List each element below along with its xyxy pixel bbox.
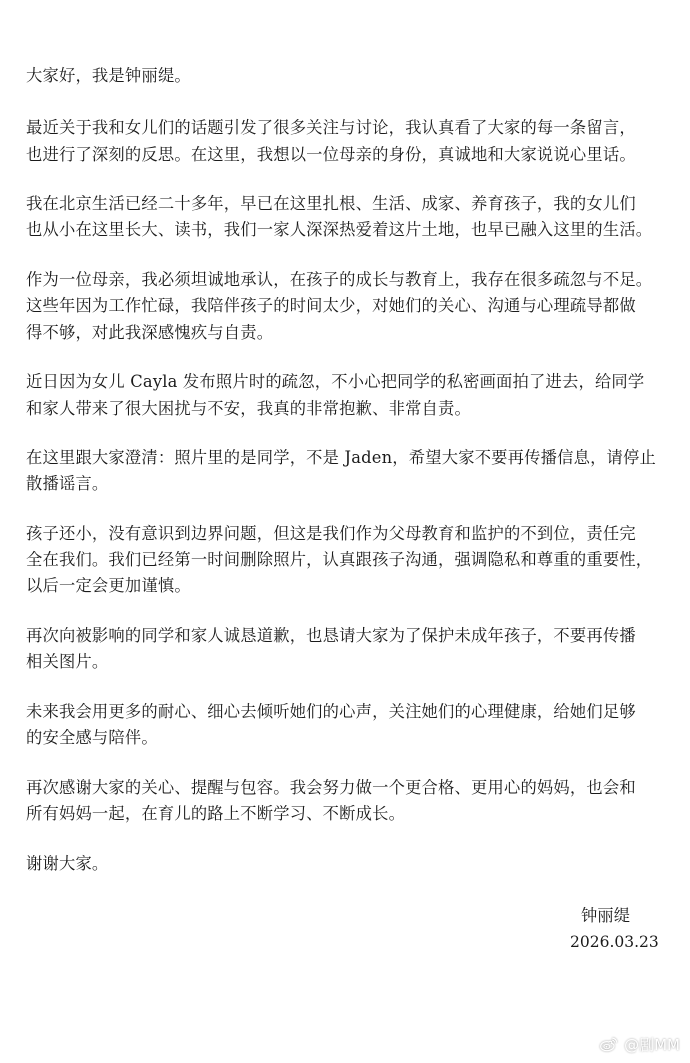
paragraph-3-line-3: 得不够，对此我深感愧疚与自责。 bbox=[26, 323, 274, 342]
paragraph-9-line-1: 再次感谢大家的关心、提醒与包容。我会努力做一个更合格、更用心的妈妈，也会和 bbox=[26, 778, 636, 797]
paragraph-4-line-1: 近日因为女儿 Cayla 发布照片时的疏忽，不小心把同学的私密画面拍了进去，给同学 bbox=[26, 372, 645, 391]
weibo-watermark bbox=[599, 1034, 680, 1055]
paragraph-9-line-2: 所有妈妈一起，在育儿的路上不断学习、不断成长。 bbox=[26, 804, 406, 823]
paragraph-6-line-1: 孩子还小，没有意识到边界问题，但这是我们作为父母教育和监护的不到位，责任完 bbox=[26, 524, 636, 543]
paragraph-3-line-1: 作为一位母亲，我必须坦诚地承认，在孩子的成长与教育上，我存在很多疏忽与不足。 bbox=[26, 270, 653, 289]
paragraph-8-line-2: 的安全感与陪伴。 bbox=[26, 728, 158, 747]
paragraph-5-line-2: 散播谣言。 bbox=[26, 474, 109, 493]
weibo-icon bbox=[599, 1036, 619, 1053]
paragraph-1-line-1: 最近关于我和女儿们的话题引发了很多关注与讨论，我认真看了大家的每一条留言， bbox=[26, 118, 636, 137]
paragraph-6-line-3: 以后一定会更加谨慎。 bbox=[26, 576, 191, 595]
paragraph-8-line-1: 未来我会用更多的耐心、细心去倾听她们的心声，关注她们的心理健康，给她们足够 bbox=[26, 702, 636, 721]
paragraph-3-line-2: 这些年因为工作忙碌，我陪伴孩子的时间太少，对她们的关心、沟通与心理疏导都做 bbox=[26, 296, 636, 315]
paragraph-5-line-1: 在这里跟大家澄清：照片里的是同学，不是 Jaden，希望大家不要再传播信息，请停止 bbox=[26, 448, 656, 467]
paragraph-6-line-2: 全在我们。我们已经第一时间删除照片，认真跟孩子沟通，强调隐私和尊重的重要性， bbox=[26, 550, 653, 569]
closing-line: 谢谢大家。 bbox=[26, 854, 109, 873]
paragraph-2-line-2: 也从小在这里长大、读书，我们一家人深深热爱着这片土地，也早已融入这里的生活。 bbox=[26, 220, 653, 239]
signature-name: 钟丽缇 bbox=[581, 906, 630, 925]
signature-date: 2026.03.23 bbox=[570, 933, 659, 951]
paragraph-4-line-2: 和家人带来了很大困扰与不安，我真的非常抱歉、非常自责。 bbox=[26, 399, 471, 418]
paragraph-1-line-2: 也进行了深刻的反思。在这里，我想以一位母亲的身份，真诚地和大家说说心里话。 bbox=[26, 145, 636, 164]
paragraph-7-line-1: 再次向被影响的同学和家人诚恳道歉，也恳请大家为了保护未成年孩子，不要再传播 bbox=[26, 626, 636, 645]
watermark-handle: @剧MM bbox=[624, 1036, 680, 1054]
greeting-line: 大家好，我是钟丽缇。 bbox=[26, 66, 191, 85]
paragraph-7-line-2: 相关图片。 bbox=[26, 652, 109, 671]
paragraph-2-line-1: 我在北京生活已经二十多年，早已在这里扎根、生活、成家、养育孩子，我的女儿们 bbox=[26, 194, 636, 213]
